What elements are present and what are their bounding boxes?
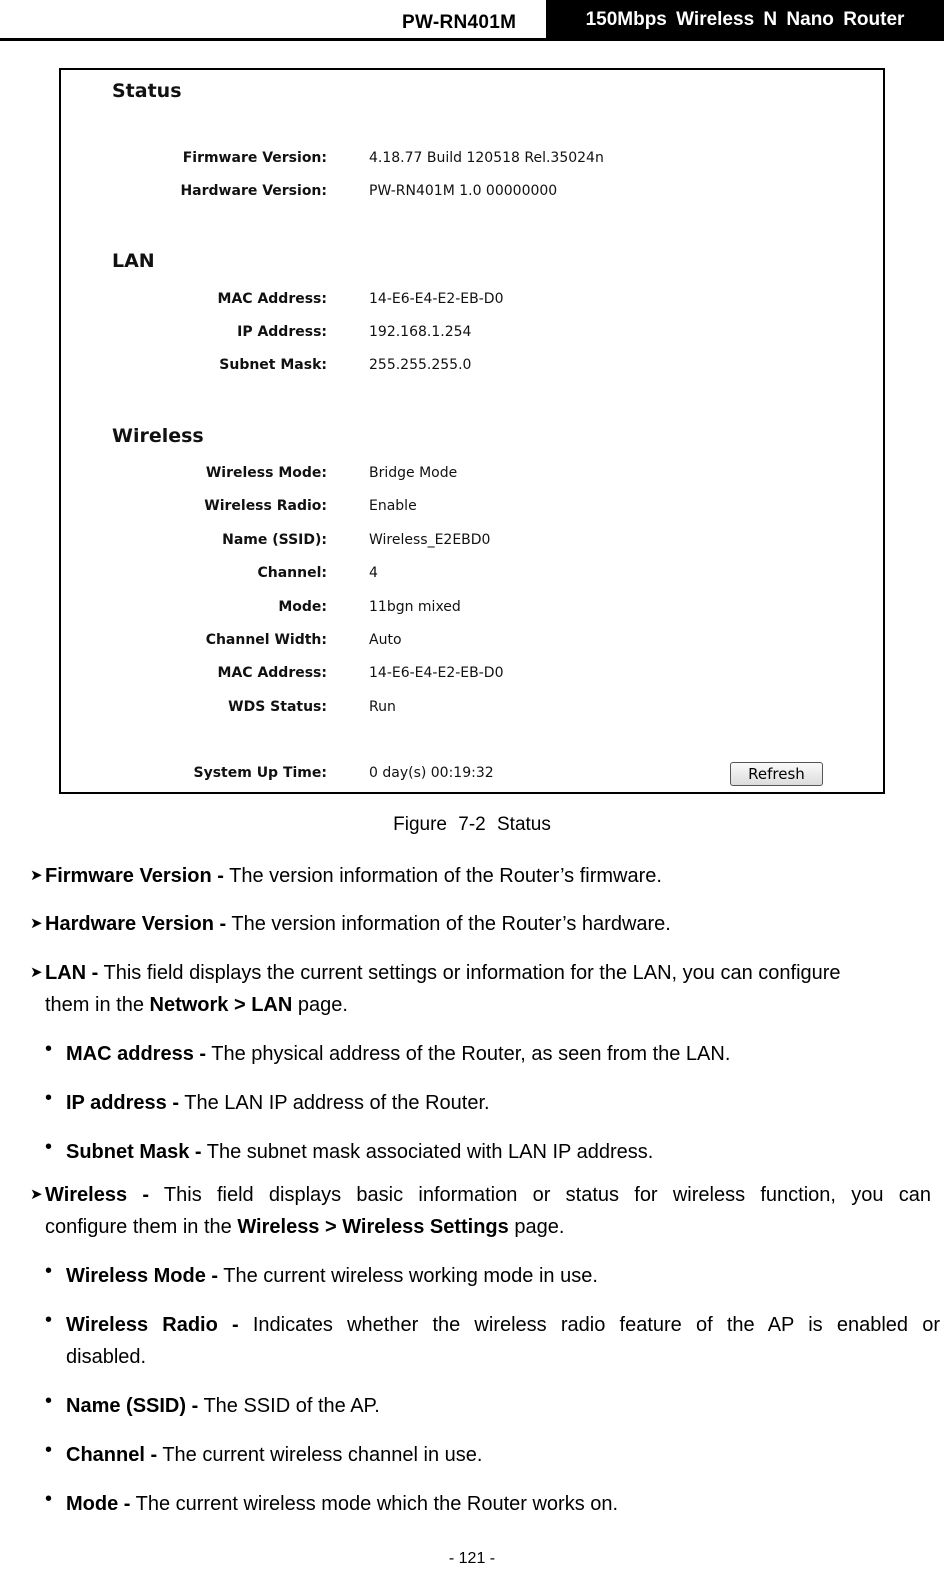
section-title-status: Status bbox=[112, 80, 182, 102]
status-row-firmware bbox=[61, 150, 887, 170]
list-item-firmware bbox=[45, 860, 662, 892]
list-item-lan bbox=[45, 957, 935, 1021]
row-value: PW-RN401M 1.0 00000000 bbox=[369, 183, 558, 199]
row-value: 255.255.255.0 bbox=[369, 357, 472, 373]
row-value: Enable bbox=[369, 498, 417, 514]
row-label: Subnet Mask: bbox=[219, 357, 327, 373]
row-value: 14-E6-E4-E2-EB-D0 bbox=[369, 665, 504, 681]
row-value: Bridge Mode bbox=[369, 465, 458, 481]
row-label: System Up Time: bbox=[193, 765, 327, 781]
row-value: 0 day(s) 00:19:32 bbox=[369, 765, 494, 781]
section-title-lan: LAN bbox=[112, 250, 155, 272]
description: The SSID of the AP. bbox=[198, 1395, 380, 1417]
arrow-bullet-icon: ➤ bbox=[30, 1186, 43, 1203]
status-row-hardware bbox=[61, 183, 887, 203]
description: The version information of the Router’s firmware. bbox=[223, 865, 662, 887]
wireless-row-ssid bbox=[61, 532, 887, 552]
row-value: 14-E6-E4-E2-EB-D0 bbox=[369, 291, 504, 307]
term: Hardware Version - bbox=[45, 913, 227, 935]
section-title-wireless: Wireless bbox=[112, 425, 204, 447]
row-value: 192.168.1.254 bbox=[369, 324, 472, 340]
arrow-bullet-icon: ➤ bbox=[30, 915, 43, 932]
term: Wireless Mode - bbox=[66, 1265, 219, 1287]
lan-row-mask bbox=[61, 357, 887, 377]
list-item-ip-address bbox=[66, 1087, 490, 1119]
term: Subnet Mask - bbox=[66, 1141, 202, 1163]
row-label: MAC Address: bbox=[217, 665, 327, 681]
dot-bullet-icon: • bbox=[45, 1439, 53, 1461]
lan-row-ip bbox=[61, 324, 887, 344]
dot-bullet-icon: • bbox=[45, 1087, 53, 1109]
row-value: 4 bbox=[369, 565, 378, 581]
term: Channel - bbox=[66, 1444, 158, 1466]
figure-caption: Figure 7-2 Status bbox=[393, 814, 551, 835]
description: disabled. bbox=[66, 1346, 147, 1368]
term: Name (SSID) - bbox=[66, 1395, 199, 1417]
row-label: Firmware Version: bbox=[182, 150, 327, 166]
row-label: Channel: bbox=[257, 565, 327, 581]
model-name: PW-RN401M bbox=[402, 12, 517, 33]
header-rule bbox=[0, 38, 944, 41]
row-label: Channel Width: bbox=[205, 632, 327, 648]
description: The physical address of the Router, as seen from the LAN. bbox=[206, 1043, 731, 1065]
description: This field displays basic information or status for wireless function, you can bbox=[149, 1184, 931, 1206]
wireless-row-radio bbox=[61, 498, 887, 518]
status-screenshot bbox=[59, 68, 885, 794]
list-item-mac-address bbox=[66, 1038, 730, 1070]
wireless-row-wds bbox=[61, 699, 887, 719]
description: page. bbox=[292, 994, 348, 1016]
row-label: Wireless Radio: bbox=[204, 498, 327, 514]
wireless-row-mode bbox=[61, 465, 887, 485]
dot-bullet-icon: • bbox=[45, 1136, 53, 1158]
menu-path: Wireless > Wireless Settings bbox=[237, 1216, 509, 1238]
wireless-row-width bbox=[61, 632, 887, 652]
row-value: Wireless_E2EBD0 bbox=[369, 532, 491, 548]
description: Indicates whether the wireless radio feature of the AP is enabled or bbox=[238, 1314, 941, 1336]
row-label: Wireless Mode: bbox=[205, 465, 327, 481]
refresh-button[interactable]: Refresh bbox=[730, 762, 823, 786]
list-item-hardware bbox=[45, 908, 671, 940]
term: IP address - bbox=[66, 1092, 180, 1114]
arrow-bullet-icon: ➤ bbox=[30, 867, 43, 884]
dot-bullet-icon: • bbox=[45, 1038, 53, 1060]
page-header bbox=[0, 0, 944, 40]
dot-bullet-icon: • bbox=[45, 1260, 53, 1282]
dot-bullet-icon: • bbox=[45, 1390, 53, 1412]
menu-path: Network > LAN bbox=[149, 994, 293, 1016]
list-item-channel bbox=[66, 1439, 482, 1471]
term: Wireless - bbox=[45, 1184, 150, 1206]
list-item-wireless-radio bbox=[66, 1309, 940, 1373]
row-value: Auto bbox=[369, 632, 402, 648]
list-item-wireless bbox=[45, 1179, 931, 1243]
description: configure them in the bbox=[45, 1216, 238, 1238]
term: MAC address - bbox=[66, 1043, 207, 1065]
dot-bullet-icon: • bbox=[45, 1309, 53, 1331]
page-number: - 121 - bbox=[448, 1550, 496, 1567]
row-label: Name (SSID): bbox=[222, 532, 327, 548]
description: The LAN IP address of the Router. bbox=[179, 1092, 490, 1114]
product-title: 150Mbps Wireless N Nano Router bbox=[546, 0, 944, 38]
dot-bullet-icon: • bbox=[45, 1488, 53, 1510]
description: The current wireless mode which the Router works on. bbox=[130, 1493, 619, 1515]
row-label: MAC Address: bbox=[217, 291, 327, 307]
row-label: WDS Status: bbox=[228, 699, 327, 715]
description: page. bbox=[508, 1216, 565, 1238]
list-item-wireless-mode bbox=[66, 1260, 598, 1292]
description: This field displays the current settings or information for the LAN, you can configure bbox=[98, 962, 841, 984]
arrow-bullet-icon: ➤ bbox=[30, 964, 43, 981]
row-value: Run bbox=[369, 699, 396, 715]
wireless-row-mac bbox=[61, 665, 887, 685]
list-item-subnet-mask bbox=[66, 1136, 653, 1168]
description: The subnet mask associated with LAN IP address. bbox=[201, 1141, 654, 1163]
row-value: 11bgn mixed bbox=[369, 599, 461, 615]
row-label: IP Address: bbox=[237, 324, 327, 340]
wireless-row-channel bbox=[61, 565, 887, 585]
list-item-mode bbox=[66, 1488, 618, 1520]
lan-row-mac bbox=[61, 291, 887, 311]
term: Mode - bbox=[66, 1493, 131, 1515]
wireless-row-wmode bbox=[61, 599, 887, 619]
row-label: Hardware Version: bbox=[180, 183, 327, 199]
row-value: 4.18.77 Build 120518 Rel.35024n bbox=[369, 150, 604, 166]
description: The version information of the Router’s hardware. bbox=[226, 913, 671, 935]
term: Firmware Version - bbox=[45, 865, 224, 887]
list-item-ssid bbox=[66, 1390, 380, 1422]
description: The current wireless channel in use. bbox=[157, 1444, 483, 1466]
term: LAN - bbox=[45, 962, 99, 984]
description: them in the bbox=[45, 994, 150, 1016]
term: Wireless Radio - bbox=[66, 1314, 239, 1336]
row-label: Mode: bbox=[278, 599, 327, 615]
description: The current wireless working mode in use. bbox=[218, 1265, 598, 1287]
